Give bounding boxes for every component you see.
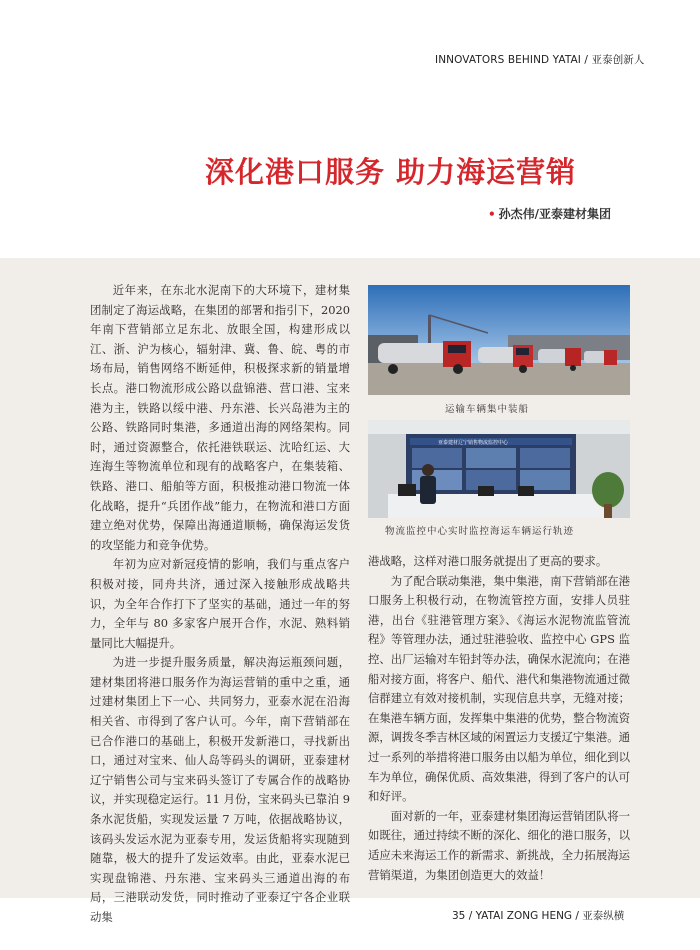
monitoring-center-photo [368,420,630,518]
author-byline [488,205,611,222]
right-text-column [368,552,630,885]
article-title: 深化港口服务 助力海运营销 [205,155,577,189]
photo-caption: 运输车辆集中装船 [445,404,530,415]
paragraph: 面对新的一年，亚泰建材集团海运营销团队将一如既往，通过持续不断的深化、细化的港口服务，以适应未来海运工作的新需求、新挑战，全力拓展海运营销渠道，为集团创造更大的效益！ [368,808,631,882]
paragraph: 为进一步提升服务质量，解决海运瓶颈问题，建材集团将港口服务作为海运营销的重中之重，通过建材集团上下一心、共同努力，亚泰水泥在沿海相关省、市得到了客户认可。今年，南下营销部在已合作港口的基础上，积极开发新港口，寻找新出口，通过对宝来、仙人岛等码头的调研，亚泰建材辽宁销售公司与宝来码头签订了专属合作的战略协议，并实现稳定运行。11 月份，宝来码头已靠泊 9 条水泥货船，实现发运量 7 万吨，依据战略协议，该码头发运水泥为亚泰专用，发运货船将实现随到随靠，极大的提升了发运效率。由此，亚泰水泥已实现盘锦港、丹东港、宝来码头三通道出海的布局，三港联动发货，同时推动了亚泰辽宁各企业联动集 [90,655,350,924]
bullet-marker: • [488,207,496,221]
screen-title: 亚泰建材辽宁销售物流监控中心 [438,440,509,446]
running-header: INNOVATORS BEHIND YATAI / 亚泰创新人 [435,54,645,66]
paragraph: 为了配合联动集港，集中集港，南下营销部在港口服务上积极行动，在物流管控方面，安排人员驻港，出台《驻港管理方案》、《海运水泥物流监管流程》等管理办法，通过驻港验收、监控中心 GPS 监控、出厂运输对车铅封等办法，确保水泥流向；在港船对接方面，将客户、船代、港代和集港物流通过微信群建立有效对接机制，实现信息共享，无缝对接；在集港车辆方面，发挥集中集港的优势，整合物流资源，调拨冬季吉林区域的闲置运力支援辽宁集港。通过一系列的举措将港口服务由以船为单位，细化到以车为单位，确保优质、高效集港，得到了客户的认可和好评。 [368,573,631,804]
author-name: 孙杰伟/亚泰建材集团 [498,207,612,221]
truck-fleet-photo [368,285,630,395]
left-text-column [90,281,350,928]
photo-caption: 物流监控中心实时监控海运车辆运行轨迹 [385,526,575,537]
running-footer: 35 / YATAI ZONG HENG / 亚泰纵横 [452,910,625,922]
paragraph: 港战略，这样对港口服务就提出了更高的要求。 [368,554,608,568]
paragraph: 年初为应对新冠疫情的影响，我们与重点客户积极对接，同舟共济，通过深入接触形成战略共识，为全年合作打下了坚实的基础，通过一年的努力，全年与 80 多家客户展开合作，水泥、熟料销量同比大幅提升。 [90,557,350,650]
paragraph: 近年来，在东北水泥南下的大环境下，建材集团制定了海运战略，在集团的部署和指引下，2020 年南下营销部立足东北、放眼全国，构建形成以江、浙、沪为核心，辐射津、冀、鲁、皖、粤的市场布局，销售网络不断延伸，积极探求新的销量增长点。港口物流形成公路以盘锦港、营口港、宝来港为主，铁路以绥中港、丹东港、长兴岛港为主的公路、铁路同时集港，多通道出海的网络架构。同时，通过资源整合，依托港铁联运、沈哈红运、大连海生等物流单位和现有的战略客户，在集装箱、铁路、港口、船舶等方面，积极推动港口物流一体化战略，提升“兵团作战”能力，在物流和港口方面建立绝对优势，保障出海通道顺畅，确保海运发货的攻坚能力和竞争优势。 [90,283,350,552]
